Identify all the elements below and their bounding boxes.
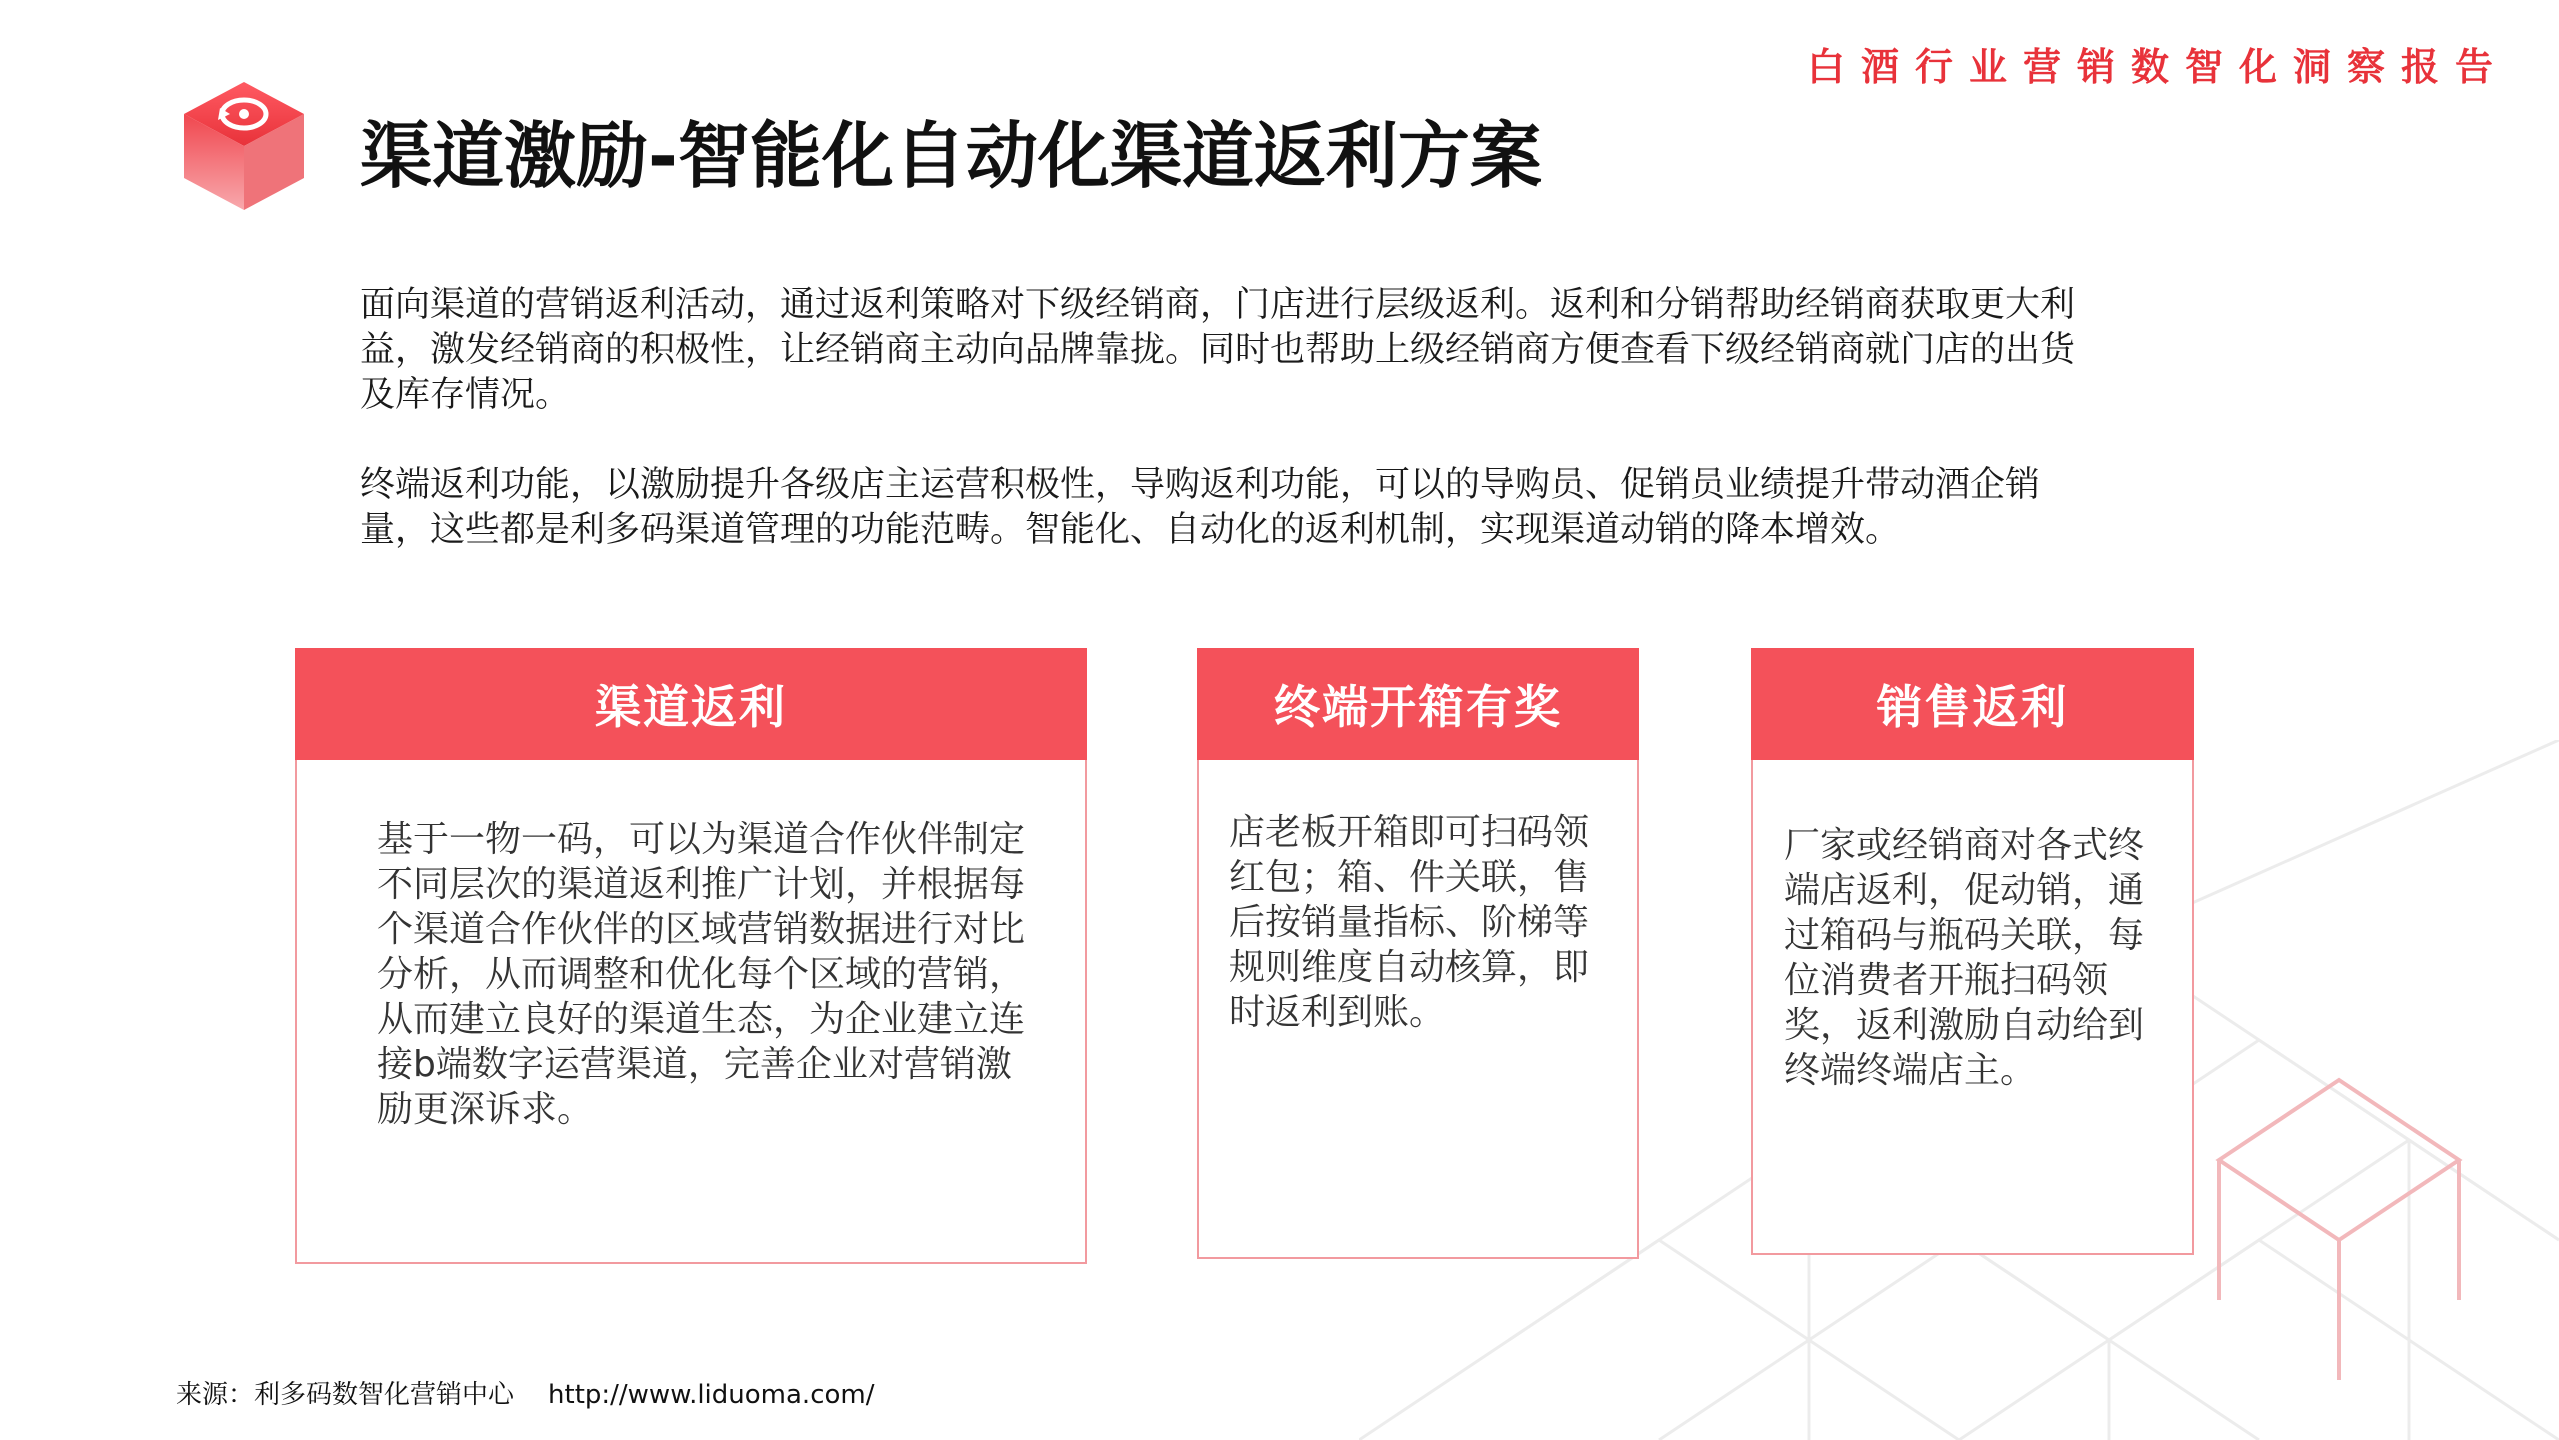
report-tag: 白酒行业营销数智化洞察报告 xyxy=(1806,45,2509,89)
red-cube-refresh-icon xyxy=(180,78,308,214)
card-sales-rebate xyxy=(1751,648,2194,1255)
card-body: 厂家或经销商对各式终端店返利，促动销，通过箱码与瓶码关联，每位消费者开瓶扫码领奖，返利激励自动给到终端终端店主。 xyxy=(1784,825,2145,1091)
card-body: 店老板开箱即可扫码领红包；箱、件关联，售后按销量指标、阶梯等规则维度自动核算，即时返利到账。 xyxy=(1229,812,1590,1033)
source-url: http://www.liduoma.com/ xyxy=(548,1380,875,1410)
card-channel-rebate xyxy=(295,648,1087,1264)
intro-paragraph: 面向渠道的营销返利活动，通过返利策略对下级经销商，门店进行层级返利。返利和分销帮助经销商获取更大利益，激发经销商的积极性，让经销商主动向品牌靠拢。同时也帮助上级经销商方便查看下级经销商就门店的出货及库存情况。 xyxy=(360,285,2076,415)
card-title: 销售返利 xyxy=(1751,648,2194,760)
card-title: 终端开箱有奖 xyxy=(1197,648,1639,760)
intro-text xyxy=(360,283,2080,598)
source-footer xyxy=(176,1374,875,1411)
source-label: 来源：利多码数智化营销中心 xyxy=(176,1380,515,1410)
card-body: 基于一物一码，可以为渠道合作伙伴制定不同层次的渠道返利推广计划，并根据每个渠道合作伙伴的区域营销数据进行对比分析，从而调整和优化每个区域的营销，从而建立良好的渠道生态，为企业建立连接b端数字运营渠道，完善企业对营销激励更深诉求。 xyxy=(377,819,1026,1130)
card-title: 渠道返利 xyxy=(295,648,1087,760)
page-title: 渠道激励-智能化自动化渠道返利方案 xyxy=(360,114,1542,198)
card-box-opening-reward xyxy=(1197,648,1639,1259)
intro-paragraph: 终端返利功能，以激励提升各级店主运营积极性，导购返利功能，可以的导购员、促销员业绩提升带动酒企销量，这些都是利多码渠道管理的功能范畴。智能化、自动化的返利机制，实现渠道动销的降本增效。 xyxy=(360,465,2041,550)
